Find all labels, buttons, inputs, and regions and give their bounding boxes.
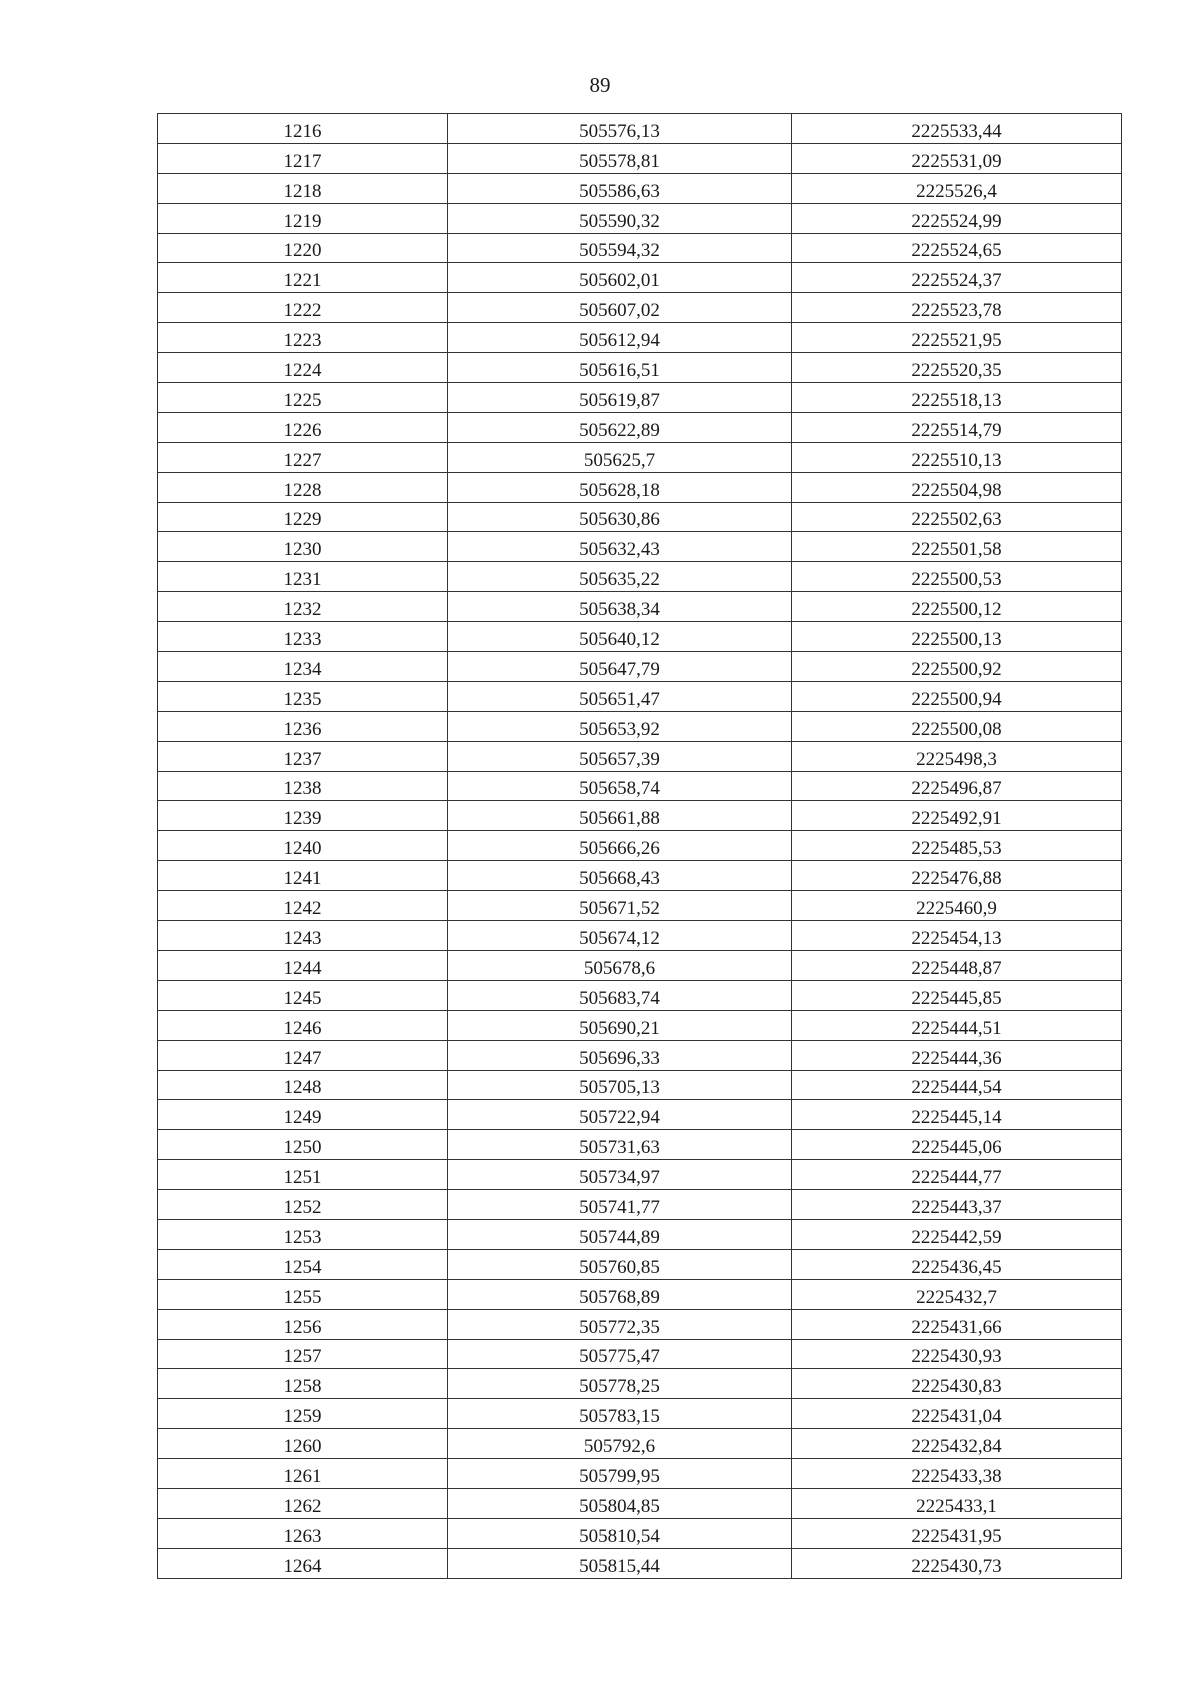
point-number-cell: 1239 [158, 801, 448, 831]
point-number-cell: 1222 [158, 293, 448, 323]
y-coordinate-cell: 2225430,83 [792, 1369, 1122, 1399]
y-coordinate-cell: 2225431,95 [792, 1518, 1122, 1548]
table-row [158, 502, 1122, 532]
point-number-cell: 1220 [158, 233, 448, 263]
table-row [158, 950, 1122, 980]
y-coordinate-cell: 2225504,98 [792, 472, 1122, 502]
point-number-cell: 1229 [158, 502, 448, 532]
y-coordinate-cell: 2225524,37 [792, 263, 1122, 293]
table-row [158, 1399, 1122, 1429]
x-coordinate-cell: 505760,85 [448, 1249, 792, 1279]
y-coordinate-cell: 2225498,3 [792, 741, 1122, 771]
x-coordinate-cell: 505638,34 [448, 592, 792, 622]
y-coordinate-cell: 2225445,14 [792, 1100, 1122, 1130]
table-row [158, 562, 1122, 592]
table-row [158, 1339, 1122, 1369]
x-coordinate-cell: 505799,95 [448, 1459, 792, 1489]
x-coordinate-cell: 505775,47 [448, 1339, 792, 1369]
table-row [158, 442, 1122, 472]
table-row [158, 1548, 1122, 1578]
table-row [158, 1309, 1122, 1339]
point-number-cell: 1216 [158, 114, 448, 144]
table-row [158, 472, 1122, 502]
y-coordinate-cell: 2225502,63 [792, 502, 1122, 532]
table-row [158, 1040, 1122, 1070]
table-row [158, 173, 1122, 203]
table-row [158, 711, 1122, 741]
y-coordinate-cell: 2225518,13 [792, 383, 1122, 413]
table-row [158, 293, 1122, 323]
table-row [158, 383, 1122, 413]
x-coordinate-cell: 505810,54 [448, 1518, 792, 1548]
x-coordinate-cell: 505804,85 [448, 1488, 792, 1518]
y-coordinate-cell: 2225485,53 [792, 831, 1122, 861]
x-coordinate-cell: 505630,86 [448, 502, 792, 532]
x-coordinate-cell: 505612,94 [448, 323, 792, 353]
x-coordinate-cell: 505678,6 [448, 950, 792, 980]
point-number-cell: 1262 [158, 1488, 448, 1518]
x-coordinate-cell: 505651,47 [448, 681, 792, 711]
table-row [158, 114, 1122, 144]
y-coordinate-cell: 2225444,54 [792, 1070, 1122, 1100]
x-coordinate-cell: 505640,12 [448, 622, 792, 652]
point-number-cell: 1256 [158, 1309, 448, 1339]
point-number-cell: 1225 [158, 383, 448, 413]
x-coordinate-cell: 505586,63 [448, 173, 792, 203]
y-coordinate-cell: 2225501,58 [792, 532, 1122, 562]
table-row [158, 1219, 1122, 1249]
point-number-cell: 1227 [158, 442, 448, 472]
table-row [158, 652, 1122, 682]
x-coordinate-cell: 505647,79 [448, 652, 792, 682]
point-number-cell: 1217 [158, 143, 448, 173]
point-number-cell: 1233 [158, 622, 448, 652]
point-number-cell: 1230 [158, 532, 448, 562]
y-coordinate-cell: 2225500,92 [792, 652, 1122, 682]
table-row [158, 1100, 1122, 1130]
y-coordinate-cell: 2225432,84 [792, 1429, 1122, 1459]
x-coordinate-cell: 505690,21 [448, 1010, 792, 1040]
x-coordinate-cell: 505653,92 [448, 711, 792, 741]
point-number-cell: 1221 [158, 263, 448, 293]
table-row [158, 801, 1122, 831]
x-coordinate-cell: 505744,89 [448, 1219, 792, 1249]
point-number-cell: 1259 [158, 1399, 448, 1429]
y-coordinate-cell: 2225526,4 [792, 173, 1122, 203]
y-coordinate-cell: 2225500,12 [792, 592, 1122, 622]
y-coordinate-cell: 2225476,88 [792, 861, 1122, 891]
point-number-cell: 1253 [158, 1219, 448, 1249]
x-coordinate-cell: 505666,26 [448, 831, 792, 861]
table-row [158, 1249, 1122, 1279]
table-row [158, 741, 1122, 771]
table-row [158, 980, 1122, 1010]
y-coordinate-cell: 2225444,51 [792, 1010, 1122, 1040]
y-coordinate-cell: 2225448,87 [792, 950, 1122, 980]
point-number-cell: 1252 [158, 1190, 448, 1220]
y-coordinate-cell: 2225524,99 [792, 203, 1122, 233]
table-row [158, 412, 1122, 442]
table-row [158, 1369, 1122, 1399]
table-row [158, 681, 1122, 711]
y-coordinate-cell: 2225500,13 [792, 622, 1122, 652]
y-coordinate-cell: 2225533,44 [792, 114, 1122, 144]
table-row [158, 592, 1122, 622]
page-number: 89 [589, 73, 611, 97]
y-coordinate-cell: 2225500,53 [792, 562, 1122, 592]
point-number-cell: 1240 [158, 831, 448, 861]
y-coordinate-cell: 2225520,35 [792, 353, 1122, 383]
x-coordinate-cell: 505671,52 [448, 891, 792, 921]
table-row [158, 921, 1122, 951]
table-row [158, 771, 1122, 801]
table-row [158, 532, 1122, 562]
x-coordinate-cell: 505792,6 [448, 1429, 792, 1459]
table-row [158, 1130, 1122, 1160]
x-coordinate-cell: 505578,81 [448, 143, 792, 173]
y-coordinate-cell: 2225433,1 [792, 1488, 1122, 1518]
table-row [158, 891, 1122, 921]
table-row [158, 1010, 1122, 1040]
y-coordinate-cell: 2225492,91 [792, 801, 1122, 831]
y-coordinate-cell: 2225500,08 [792, 711, 1122, 741]
point-number-cell: 1254 [158, 1249, 448, 1279]
point-number-cell: 1261 [158, 1459, 448, 1489]
x-coordinate-cell: 505778,25 [448, 1369, 792, 1399]
table-row [158, 263, 1122, 293]
point-number-cell: 1243 [158, 921, 448, 951]
y-coordinate-cell: 2225514,79 [792, 412, 1122, 442]
x-coordinate-cell: 505783,15 [448, 1399, 792, 1429]
point-number-cell: 1234 [158, 652, 448, 682]
table-row [158, 1518, 1122, 1548]
point-number-cell: 1241 [158, 861, 448, 891]
y-coordinate-cell: 2225444,36 [792, 1040, 1122, 1070]
point-number-cell: 1223 [158, 323, 448, 353]
y-coordinate-cell: 2225496,87 [792, 771, 1122, 801]
x-coordinate-cell: 505705,13 [448, 1070, 792, 1100]
x-coordinate-cell: 505772,35 [448, 1309, 792, 1339]
x-coordinate-cell: 505657,39 [448, 741, 792, 771]
x-coordinate-cell: 505635,22 [448, 562, 792, 592]
point-number-cell: 1245 [158, 980, 448, 1010]
point-number-cell: 1218 [158, 173, 448, 203]
point-number-cell: 1226 [158, 412, 448, 442]
y-coordinate-cell: 2225510,13 [792, 442, 1122, 472]
x-coordinate-cell: 505590,32 [448, 203, 792, 233]
y-coordinate-cell: 2225436,45 [792, 1249, 1122, 1279]
x-coordinate-cell: 505668,43 [448, 861, 792, 891]
point-number-cell: 1232 [158, 592, 448, 622]
y-coordinate-cell: 2225460,9 [792, 891, 1122, 921]
y-coordinate-cell: 2225454,13 [792, 921, 1122, 951]
coordinates-table-body [158, 114, 1122, 1579]
y-coordinate-cell: 2225430,93 [792, 1339, 1122, 1369]
table-row [158, 1279, 1122, 1309]
x-coordinate-cell: 505768,89 [448, 1279, 792, 1309]
y-coordinate-cell: 2225524,65 [792, 233, 1122, 263]
point-number-cell: 1248 [158, 1070, 448, 1100]
x-coordinate-cell: 505722,94 [448, 1100, 792, 1130]
point-number-cell: 1260 [158, 1429, 448, 1459]
point-number-cell: 1249 [158, 1100, 448, 1130]
table-row [158, 1488, 1122, 1518]
point-number-cell: 1238 [158, 771, 448, 801]
point-number-cell: 1258 [158, 1369, 448, 1399]
table-row [158, 233, 1122, 263]
x-coordinate-cell: 505622,89 [448, 412, 792, 442]
point-number-cell: 1236 [158, 711, 448, 741]
table-row [158, 1429, 1122, 1459]
point-number-cell: 1228 [158, 472, 448, 502]
x-coordinate-cell: 505696,33 [448, 1040, 792, 1070]
point-number-cell: 1219 [158, 203, 448, 233]
coordinates-table [157, 113, 1122, 1579]
x-coordinate-cell: 505658,74 [448, 771, 792, 801]
x-coordinate-cell: 505602,01 [448, 263, 792, 293]
x-coordinate-cell: 505576,13 [448, 114, 792, 144]
table-row [158, 831, 1122, 861]
x-coordinate-cell: 505616,51 [448, 353, 792, 383]
point-number-cell: 1263 [158, 1518, 448, 1548]
table-row [158, 1160, 1122, 1190]
table-row [158, 1190, 1122, 1220]
y-coordinate-cell: 2225521,95 [792, 323, 1122, 353]
table-row [158, 323, 1122, 353]
point-number-cell: 1231 [158, 562, 448, 592]
y-coordinate-cell: 2225500,94 [792, 681, 1122, 711]
x-coordinate-cell: 505594,32 [448, 233, 792, 263]
x-coordinate-cell: 505632,43 [448, 532, 792, 562]
x-coordinate-cell: 505741,77 [448, 1190, 792, 1220]
y-coordinate-cell: 2225433,38 [792, 1459, 1122, 1489]
x-coordinate-cell: 505625,7 [448, 442, 792, 472]
y-coordinate-cell: 2225430,73 [792, 1548, 1122, 1578]
y-coordinate-cell: 2225432,7 [792, 1279, 1122, 1309]
y-coordinate-cell: 2225445,85 [792, 980, 1122, 1010]
point-number-cell: 1264 [158, 1548, 448, 1578]
x-coordinate-cell: 505674,12 [448, 921, 792, 951]
point-number-cell: 1246 [158, 1010, 448, 1040]
table-row [158, 861, 1122, 891]
x-coordinate-cell: 505619,87 [448, 383, 792, 413]
y-coordinate-cell: 2225531,09 [792, 143, 1122, 173]
point-number-cell: 1237 [158, 741, 448, 771]
point-number-cell: 1250 [158, 1130, 448, 1160]
table-row [158, 622, 1122, 652]
point-number-cell: 1224 [158, 353, 448, 383]
x-coordinate-cell: 505607,02 [448, 293, 792, 323]
x-coordinate-cell: 505731,63 [448, 1130, 792, 1160]
x-coordinate-cell: 505628,18 [448, 472, 792, 502]
point-number-cell: 1251 [158, 1160, 448, 1190]
y-coordinate-cell: 2225523,78 [792, 293, 1122, 323]
y-coordinate-cell: 2225443,37 [792, 1190, 1122, 1220]
y-coordinate-cell: 2225445,06 [792, 1130, 1122, 1160]
x-coordinate-cell: 505734,97 [448, 1160, 792, 1190]
y-coordinate-cell: 2225442,59 [792, 1219, 1122, 1249]
table-row [158, 1459, 1122, 1489]
table-row [158, 203, 1122, 233]
point-number-cell: 1244 [158, 950, 448, 980]
table-row [158, 353, 1122, 383]
point-number-cell: 1255 [158, 1279, 448, 1309]
y-coordinate-cell: 2225444,77 [792, 1160, 1122, 1190]
point-number-cell: 1242 [158, 891, 448, 921]
table-row [158, 1070, 1122, 1100]
x-coordinate-cell: 505815,44 [448, 1548, 792, 1578]
y-coordinate-cell: 2225431,04 [792, 1399, 1122, 1429]
point-number-cell: 1247 [158, 1040, 448, 1070]
point-number-cell: 1235 [158, 681, 448, 711]
y-coordinate-cell: 2225431,66 [792, 1309, 1122, 1339]
x-coordinate-cell: 505683,74 [448, 980, 792, 1010]
point-number-cell: 1257 [158, 1339, 448, 1369]
x-coordinate-cell: 505661,88 [448, 801, 792, 831]
table-row [158, 143, 1122, 173]
